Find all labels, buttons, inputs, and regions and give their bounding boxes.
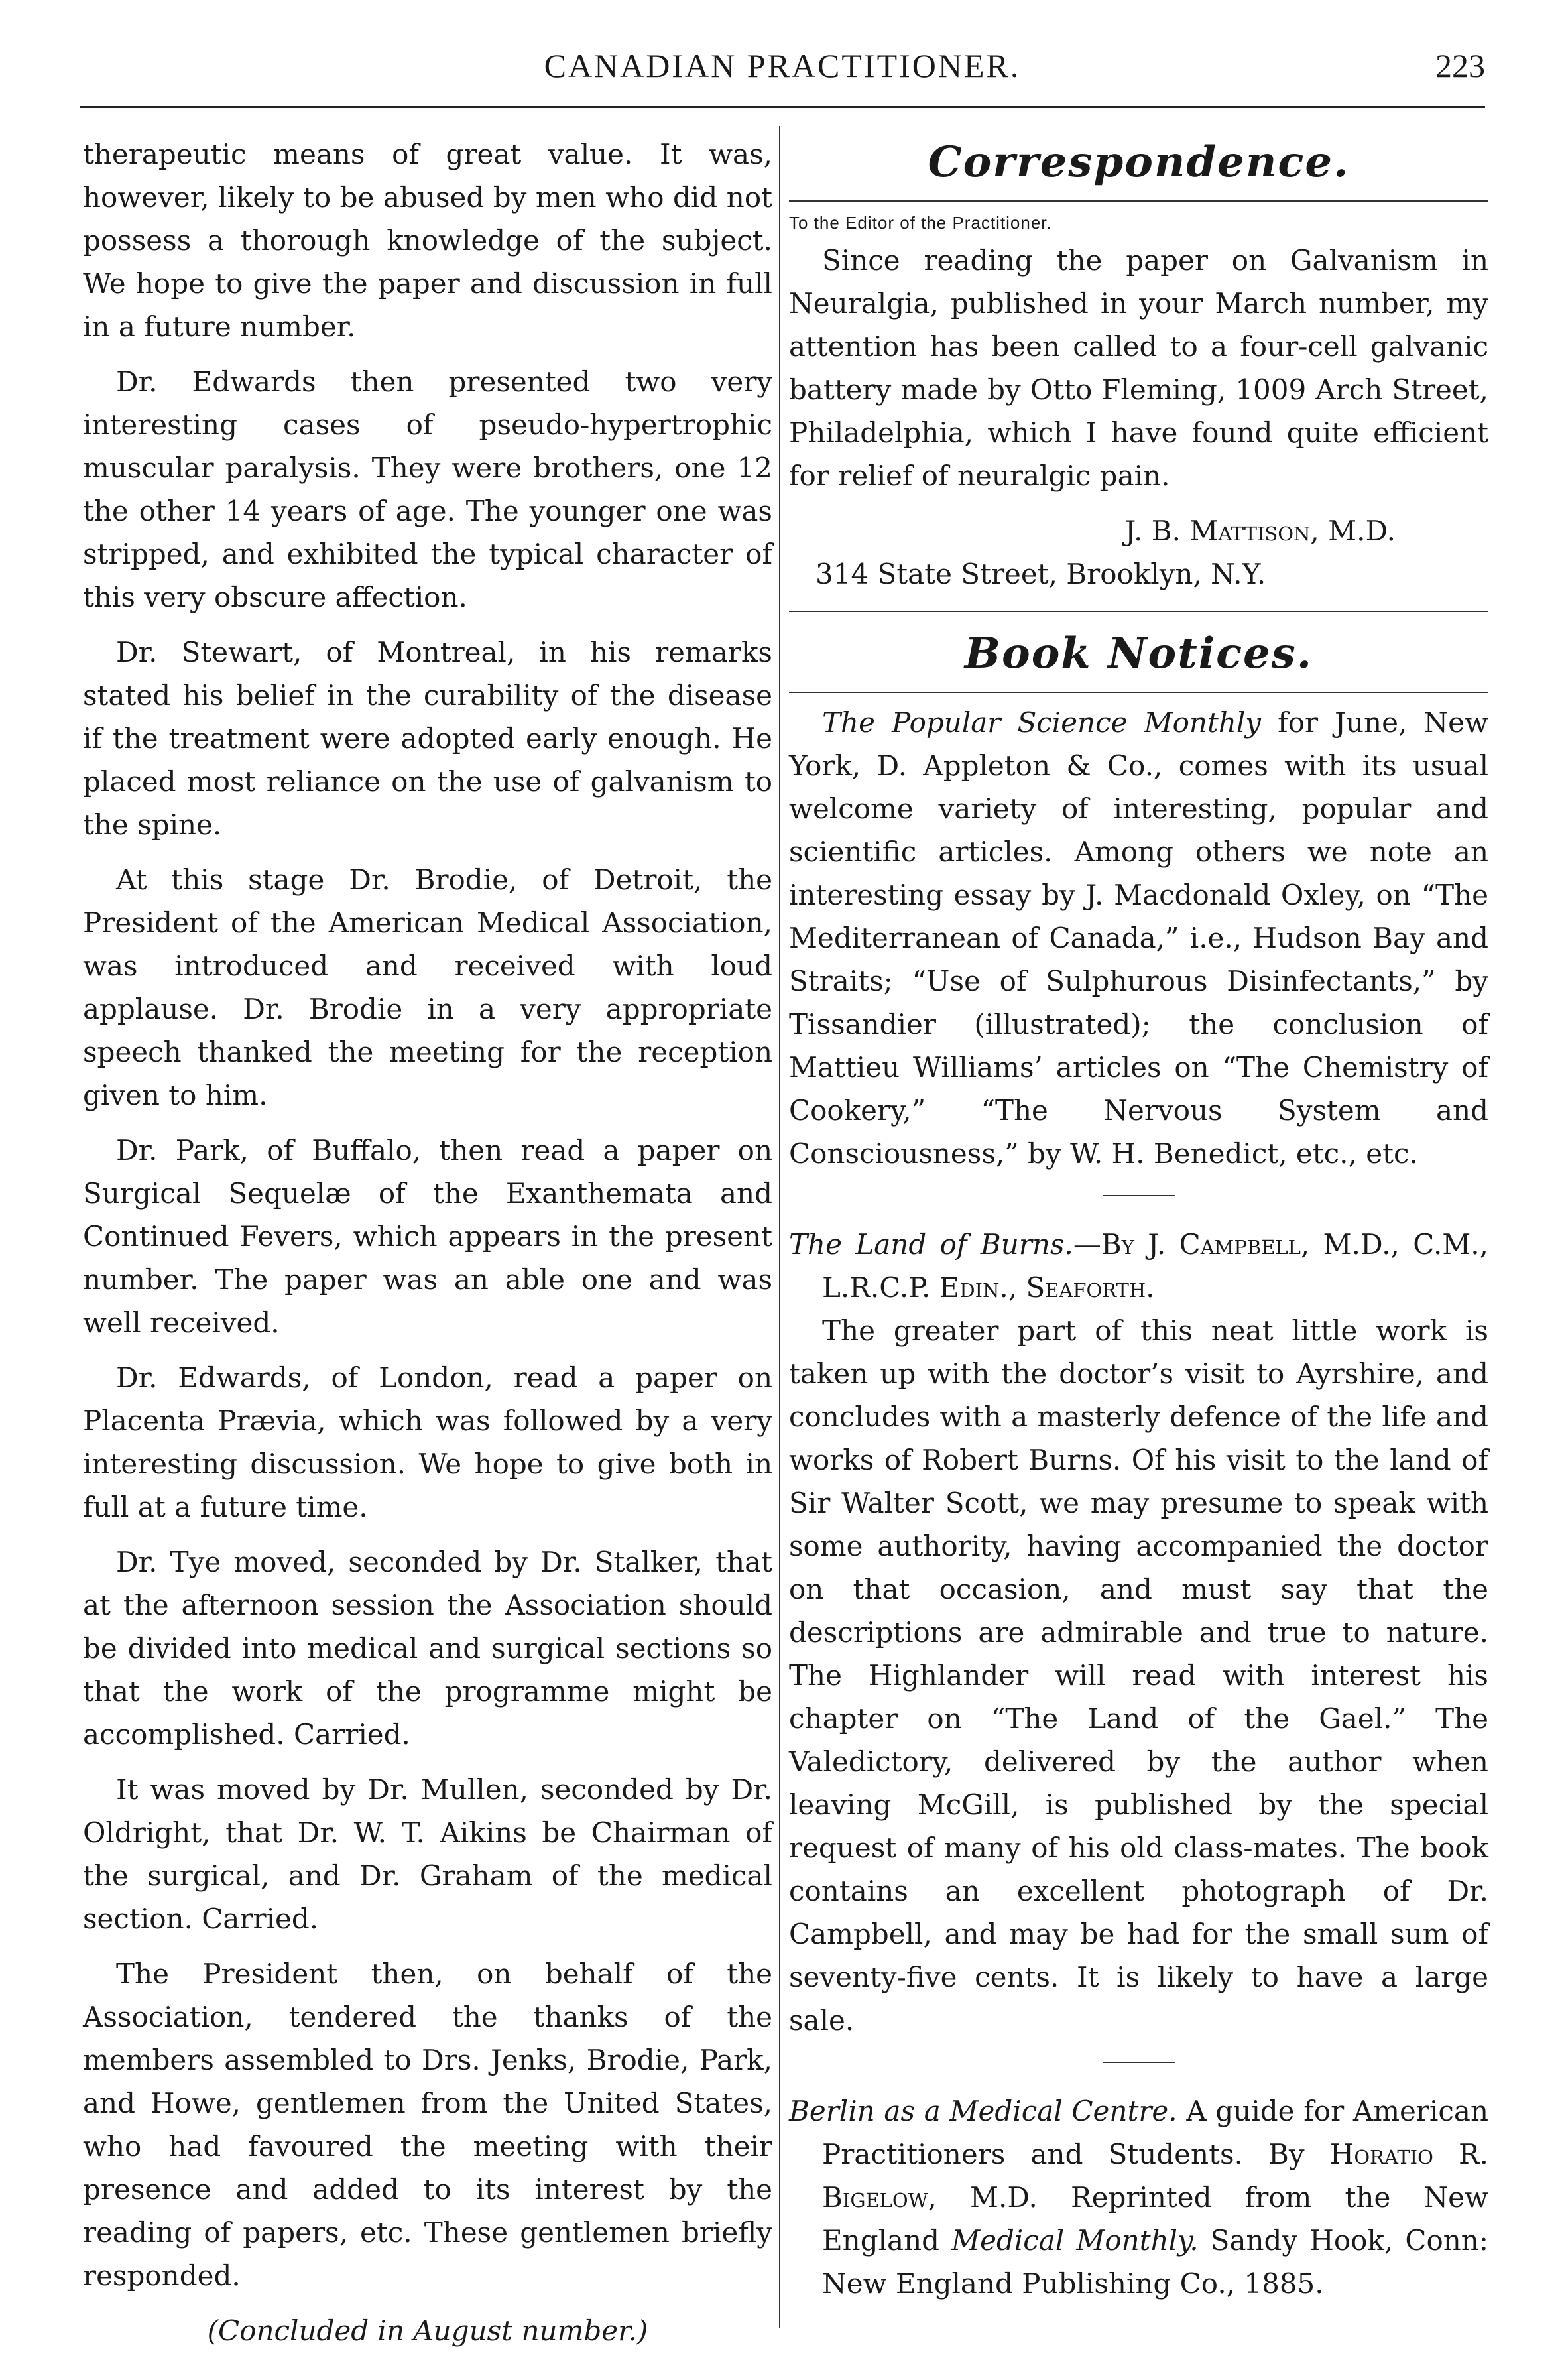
page-header (80, 46, 1485, 99)
paragraph: It was moved by Dr. Mullen, seconded by Dr. Oldright, that Dr. W. T. Aikins be Chairman of the surgical, and Dr. Graham of the medical section. Carried. (83, 1773, 772, 1935)
book-notice (789, 2090, 1488, 2305)
paragraph: Dr. Edwards then presented two very interesting cases of pseudo-hypertrophic muscular paralysis. They were brothers, one 12 the other 14 years of age. The younger one was stripped, and exhibited the typical character of this very obscure affection. (83, 365, 772, 613)
notice-text: Sandy Hook, Conn: New England Publishing Co., 1885. (822, 2224, 1488, 2300)
notice-separator (1103, 2062, 1175, 2063)
correspondence-heading: Correspondence. (928, 137, 1350, 187)
book-notice (789, 701, 1488, 1175)
notice-byline: —By J. Campbell, M.D., C.M., L.R.C.P. Edin., Seaforth. (822, 1228, 1488, 1304)
notice-text: Reprinted from the New England (822, 2181, 1488, 2257)
book-notice-head (789, 1223, 1488, 1309)
right-column (789, 133, 1488, 2305)
book-notices-heading: Book Notices. (964, 629, 1313, 678)
header-rule (80, 106, 1485, 108)
paragraph: Dr. Tye moved, seconded by Dr. Stalker, that at the afternoon session the Association should be divided into medical and surgical sections so that the work of the programme might be accomplished. Carried. (83, 1546, 772, 1751)
concluded-note: (Concluded in August number.) (207, 2314, 648, 2347)
paragraph: therapeutic means of great value. It was, however, likely to be abused by men who did not possess a thorough knowledge of the subject. We hope to give the paper and discussion in full in a future number. (83, 138, 772, 343)
running-title: CANADIAN PRACTITIONER. (544, 47, 1021, 84)
letter-addressee: To the Editor of the Practitioner. (789, 213, 1052, 233)
paragraph: Dr. Stewart, of Montreal, in his remarks stated his belief in the curability of the disease if the treatment were adopted early enough. He placed most reliance on the use of galvanism to the spine. (83, 636, 772, 841)
letter-body: Since reading the paper on Galvanism in Neuralgia, published in your March number, my attention has been called to a four-cell galvanic battery made by Otto Fleming, 1009 Arch Street, Philadelphia, which I have found quite efficient for relief of neuralgic pain. (789, 244, 1488, 492)
left-column (83, 133, 772, 2380)
book-notice: The greater part of this neat little work is taken up with the doctor’s visit to Ayrshire, and concludes with a masterly defence of the life and works of Robert Burns. Of his visit to the land of Sir Walter Scott, we may presume to speak with some authority, having accompanied the doctor on that occasion, and must say that the descriptions are admirable and true to nature. The Highlander will read with interest his chapter on “The Land of the Gael.” The Valedictory, delivered by the author when leaving McGill, is published by the special request of many of his old class-mates. The book contains an excellent photograph of Dr. Campbell, and may be had for the small sum of seventy-five cents. It is likely to have a large sale. (789, 1314, 1488, 2036)
paragraph: Dr. Park, of Buffalo, then read a paper on Surgical Sequelæ of the Exanthemata and Continued Fevers, which appears in the present number. The paper was an able one and was well received. (83, 1134, 772, 1339)
letter-address: 314 State Street, Brooklyn, N.Y. (815, 558, 1266, 590)
journal-title: Medical Monthly. (951, 2224, 1199, 2257)
book-title: Berlin as a Medical Centre. (789, 2095, 1177, 2127)
section-rule (789, 200, 1488, 202)
section-rule (789, 611, 1488, 617)
paragraph: The President then, on behalf of the Association, tendered the thanks of the members assembled to Drs. Jenks, Brodie, Park, and Howe, gentlemen from the United States, who had favoured the meeting with their presence and added to its interest by the reading of papers, etc. These gentlemen briefly responded. (83, 1958, 772, 2292)
letter-signature: J. B. Mattison, M.D. (1124, 515, 1396, 547)
page-number: 223 (1435, 47, 1485, 84)
notice-author: Horatio R. Bigelow, M.D. (822, 2138, 1488, 2214)
notice-separator (1103, 1195, 1175, 1196)
book-title: The Land of Burns. (789, 1228, 1073, 1261)
paragraph: At this stage Dr. Brodie, of Detroit, the President of the American Medical Association, was introduced and received with loud applause. Dr. Brodie in a very appropriate speech thanked the meeting for the reception given to him. (83, 863, 772, 1111)
column-divider (779, 126, 780, 2328)
book-title: The Popular Science Monthly (822, 706, 1262, 739)
notice-text: A guide for American Practitioners and Students. By (822, 2095, 1489, 2170)
paragraph: Dr. Edwards, of London, read a paper on Placenta Prævia, which was followed by a very interesting discussion. We hope to give both in full at a future time. (83, 1361, 772, 1523)
section-rule (789, 692, 1488, 693)
notice-text: for June, New York, D. Appleton & Co., comes with its usual welcome variety of interesting, popular and scientific articles. Among others we note an interesting essay by J. Macdonald Oxley, on “The Mediterranean of Canada,” i.e., Hudson Bay and Straits; “Use of Sulphurous Disinfectants,” by Tissandier (illustrated); the conclusion of Mattieu Williams’ articles on “The Chemistry of Cookery,” “The Nervous System and Consciousness,” by W. H. Benedict, etc., etc. (789, 706, 1488, 1170)
